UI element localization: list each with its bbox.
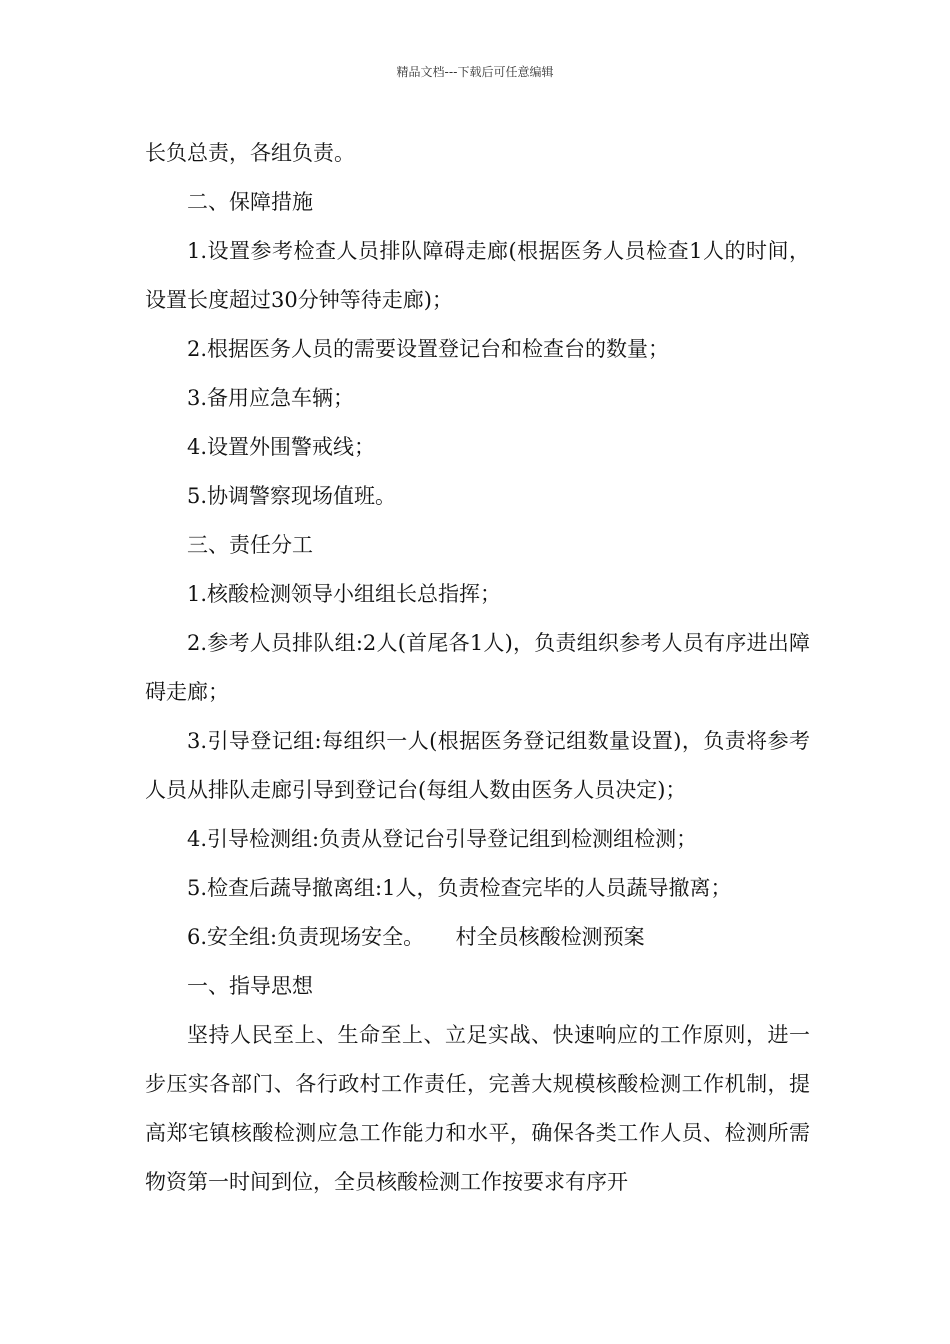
section-heading-responsibilities: 三、责任分工 (187, 533, 313, 557)
paragraph-16: 坚持人民至上、生命至上、立足实战、快速响应的工作原则，进一步压实各部门、各行政村工作责任，完善大规模核酸检测工作机制，提高郑宅镇核酸检测应急工作能力和水平，确保各类工作人员、检测所需物资第一时间到位，全员核酸检测工作按要求有序开 (145, 1023, 810, 1194)
paragraph-4: 2.根据医务人员的需要设置登记台和检查台的数量； (187, 337, 670, 361)
section-heading-safeguards: 二、保障措施 (187, 190, 313, 214)
paragraph-9: 1.核酸检测领导小组组长总指挥； (187, 582, 502, 606)
paragraph-7: 5.协调警察现场值班。 (187, 484, 397, 508)
paragraph-6: 4.设置外围警戒线； (187, 435, 376, 459)
page-header: 精品文档---下载后可任意编辑 (396, 65, 554, 79)
paragraph-1: 长负总责，各组负责。 (145, 141, 355, 165)
paragraph-11: 3.引导登记组:每组织一人(根据医务登记组数量设置)，负责将参考人员从排队走廊引导到登记台(每组人数由医务人员决定)； (145, 729, 810, 802)
paragraph-14: 6.安全组:负责现场安全。 村全员核酸检测预案 (187, 925, 645, 949)
section-heading-guiding-ideology: 一、指导思想 (187, 974, 313, 998)
paragraph-10: 2.参考人员排队组:2人(首尾各1人)，负责组织参考人员有序进出障碍走廊； (145, 631, 810, 704)
paragraph-13: 5.检查后蔬导撤离组:1人，负责检查完毕的人员蔬导撤离； (187, 876, 732, 900)
paragraph-5: 3.备用应急车辆； (187, 386, 355, 410)
document-body (145, 129, 810, 1207)
paragraph-3: 1.设置参考检查人员排队障碍走廊(根据医务人员检查1人的时间，设置长度超过30分钟等待走廊)； (145, 239, 810, 312)
paragraph-12: 4.引导检测组:负责从登记台引导登记组到检测组检测； (187, 827, 698, 851)
